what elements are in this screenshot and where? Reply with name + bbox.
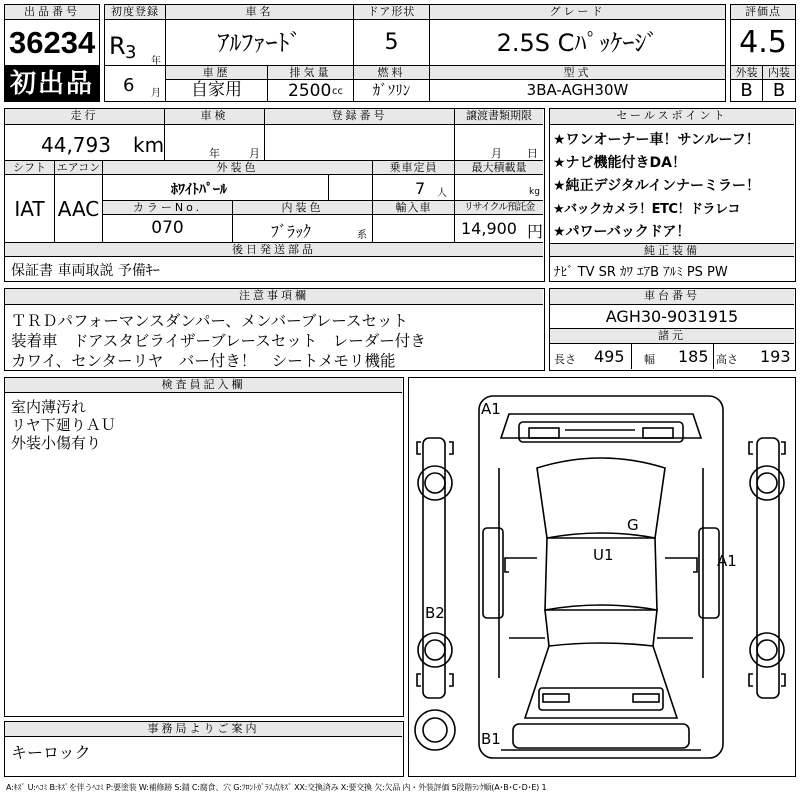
recycle-unit: 円 [527,222,543,241]
interior-color-label: 内装色 [233,201,373,215]
interior-score-value: B [772,80,786,101]
exterior-color-sub [329,175,373,201]
notes-block [4,288,545,371]
recycle-value: 14,900 [461,219,517,238]
sales-point-item: ★バックカメラ！ETC！ドラレコ [553,202,740,217]
diagram-mark-rear: B1 [481,730,501,748]
equipment-value: ﾅﾋﾞ TV SR ｶﾜ ｴｱB ｱﾙﾐ PS PW [554,265,728,280]
max-load-cell [455,175,543,201]
aircon-label: エアコン [55,161,103,175]
later-parts-value: 保証書 車両取説 予備ｷｰ [11,263,160,279]
inspector-line: リヤ下廻りＡＵ [11,416,116,434]
first-reg-label: 初度登録 [104,4,166,20]
car-name-value: ｱﾙﾌｧｰﾄﾞ [217,29,302,57]
first-listing-badge: 初出品 [4,66,100,102]
diagram-mark-right: A1 [717,552,737,570]
office-value: キーロック [11,743,91,762]
first-reg-year-value: 3 [125,42,137,63]
recycle-cell [455,215,543,243]
shift-cell [5,175,55,243]
chassis-label: 車台番号 [550,289,794,305]
interior-color-unit: 系 [357,230,367,241]
top-info-block [4,4,796,102]
recycle-label: リサイクル預託金 [455,201,543,215]
history-label: 車歴 [166,66,268,80]
color-no-value: 070 [151,218,184,238]
mileage-cell [5,125,165,161]
legend: A:ｷｽﾞ U:ﾍｺﾐ B:ｷｽﾞを伴うﾍｺﾐ P:要塗装 W:補修跡 S:錆 C:腐食、穴 G:ﾌﾛﾝﾄｶﾞﾗｽ点ｷｽﾞ XX:交換済み X:要交換 欠:欠品 内・外装評価 5段階ﾗﾝｸ順(A･B･C･D･E) 1 [6,783,547,792]
grade-value: 2.5S Cﾊﾟｯｹｰｼﾞ [496,29,659,57]
capacity-value: 7 [415,179,426,198]
fuel-label: 燃料 [354,66,430,80]
model-code-cell [430,80,726,102]
doors-label: ドア形状 [354,4,430,20]
height-cell [714,344,794,369]
first-reg-year-unit: 年 [151,56,161,66]
shift-label: シフト [5,161,55,175]
history-value: 自家用 [191,80,242,100]
displacement-cell [268,80,354,102]
inspection-year-unit: 年 [209,147,220,160]
later-parts-label: 後日発送部品 [5,243,543,257]
height-value: 193 [760,347,791,366]
exterior-color-label: 外装色 [103,161,373,175]
interior-color-value: ﾌﾞﾗｯｸ [271,222,312,241]
exterior-score-label: 外装 [730,66,763,80]
notes-label: 注意事項欄 [5,289,543,305]
diagram-mark-roof: U1 [593,546,614,564]
chassis-block [549,288,796,371]
mileage-value: 44,793 [41,133,111,157]
inspector-line: 外装小傷有り [11,434,102,452]
chassis-cell [550,305,794,329]
registration-label: 登録番号 [265,109,455,125]
exterior-score-cell [730,80,763,102]
sales-points-list [553,129,793,244]
length-cell [550,344,632,369]
car-diagram [408,377,796,777]
score-value: 4.5 [739,25,787,60]
transfer-deadline-cell [455,125,543,161]
chassis-value: AGH30-9031915 [605,307,739,326]
lot-number [4,20,100,66]
import-cell [373,215,455,243]
details-block [4,108,545,282]
sales-point-item: ★パワーバックドア！ [553,224,691,240]
first-reg-month-value: 6 [123,75,135,96]
capacity-unit: 人 [437,188,447,199]
inspection-cell [165,125,265,161]
first-reg-month-unit: 月 [151,88,161,99]
mileage-label: 走行 [5,109,165,125]
grade-label: グレード [430,4,726,20]
model-code-value: 3BA-AGH30W [526,81,629,99]
notes-line: カワイ、センターリヤ バー付き！ シートメモリ機能 [11,352,396,370]
width-label: 幅 [644,353,655,366]
sales-point-item: ★ワンオーナー車！サンルーフ！ [553,132,760,148]
score-label: 評価点 [730,4,796,20]
lot-number-value: 36234 [9,25,96,60]
shift-value: IAT [14,197,45,221]
grade-cell [430,20,726,66]
office-label: 事務局よりご案内 [5,722,402,737]
sales-points-label: セールスポイント [550,109,794,125]
inspector-block [4,377,404,717]
capacity-cell [373,175,455,201]
diagram-mark-left-rear: B2 [425,604,445,622]
interior-color-cell [233,215,373,243]
diagram-mark-front: A1 [481,400,501,418]
inspection-label: 車検 [165,109,265,125]
car-diagram-svg [409,378,794,775]
fuel-cell [354,80,430,102]
interior-score-label: 内装 [763,66,796,80]
model-code-label: 型式 [430,66,726,80]
length-label: 長さ [554,353,576,366]
doors-cell [354,20,430,66]
inspector-label: 検査員記入欄 [5,378,402,393]
sales-point-item: ★純正デジタルインナーミラー！ [553,178,761,194]
sales-point-item: ★ナビ機能付きDA！ [553,155,687,171]
aircon-cell [55,175,103,243]
displacement-value: 2500 [288,81,332,101]
exterior-score-value: B [740,80,753,101]
doors-value: 5 [384,30,399,55]
diagram-mark-roof-glass: G [627,516,639,534]
transfer-day-unit: 日 [527,147,538,160]
capacity-label: 乗車定員 [373,161,455,175]
office-block [4,721,404,777]
length-value: 495 [594,347,625,366]
inspector-lines [11,396,116,450]
score-cell [730,20,796,66]
width-value: 185 [678,347,709,366]
notes-lines [11,309,426,369]
inspector-line: 室内薄汚れ [11,398,87,416]
registration-cell [265,125,455,161]
fuel-value: ｶﾞｿﾘﾝ [372,81,411,99]
later-parts-cell [5,257,543,280]
import-label: 輸入車 [373,201,455,215]
car-name-cell [166,20,354,66]
width-cell [632,344,714,369]
sales-points-block [549,108,796,282]
interior-score-cell [763,80,796,102]
history-cell [166,80,268,102]
exterior-color-value: ﾎﾜｲﾄﾊﾟｰﾙ [171,182,227,198]
displacement-label: 排気量 [268,66,354,80]
max-load-unit: kg [529,187,540,197]
transfer-deadline-label: 譲渡書類期限 [455,109,543,125]
transfer-month-unit: 月 [491,147,502,160]
first-reg-month [104,66,166,102]
equipment-label: 純正装備 [550,243,794,257]
displacement-unit: cc [332,86,343,97]
max-load-label: 最大積載量 [455,161,543,175]
lot-label: 出品番号 [4,4,100,20]
car-name-label: 車名 [166,4,354,20]
color-no-cell [103,215,233,243]
color-no-label: カラーNo. [103,201,233,215]
notes-line: ＴＲＤパフォーマンスダンパー、メンバーブレースセット [11,312,408,330]
aircon-value: AAC [57,197,100,221]
inspection-month-unit: 月 [249,147,260,160]
mileage-unit: km [133,133,165,157]
height-label: 高さ [716,353,738,366]
notes-line: 装着車 ドアスタビライザーブレースセット レーダー付き [11,332,426,350]
first-reg-era: R [109,32,126,60]
exterior-color-cell [103,175,329,201]
first-reg-year [104,20,166,66]
dimensions-label: 諸元 [550,329,794,344]
